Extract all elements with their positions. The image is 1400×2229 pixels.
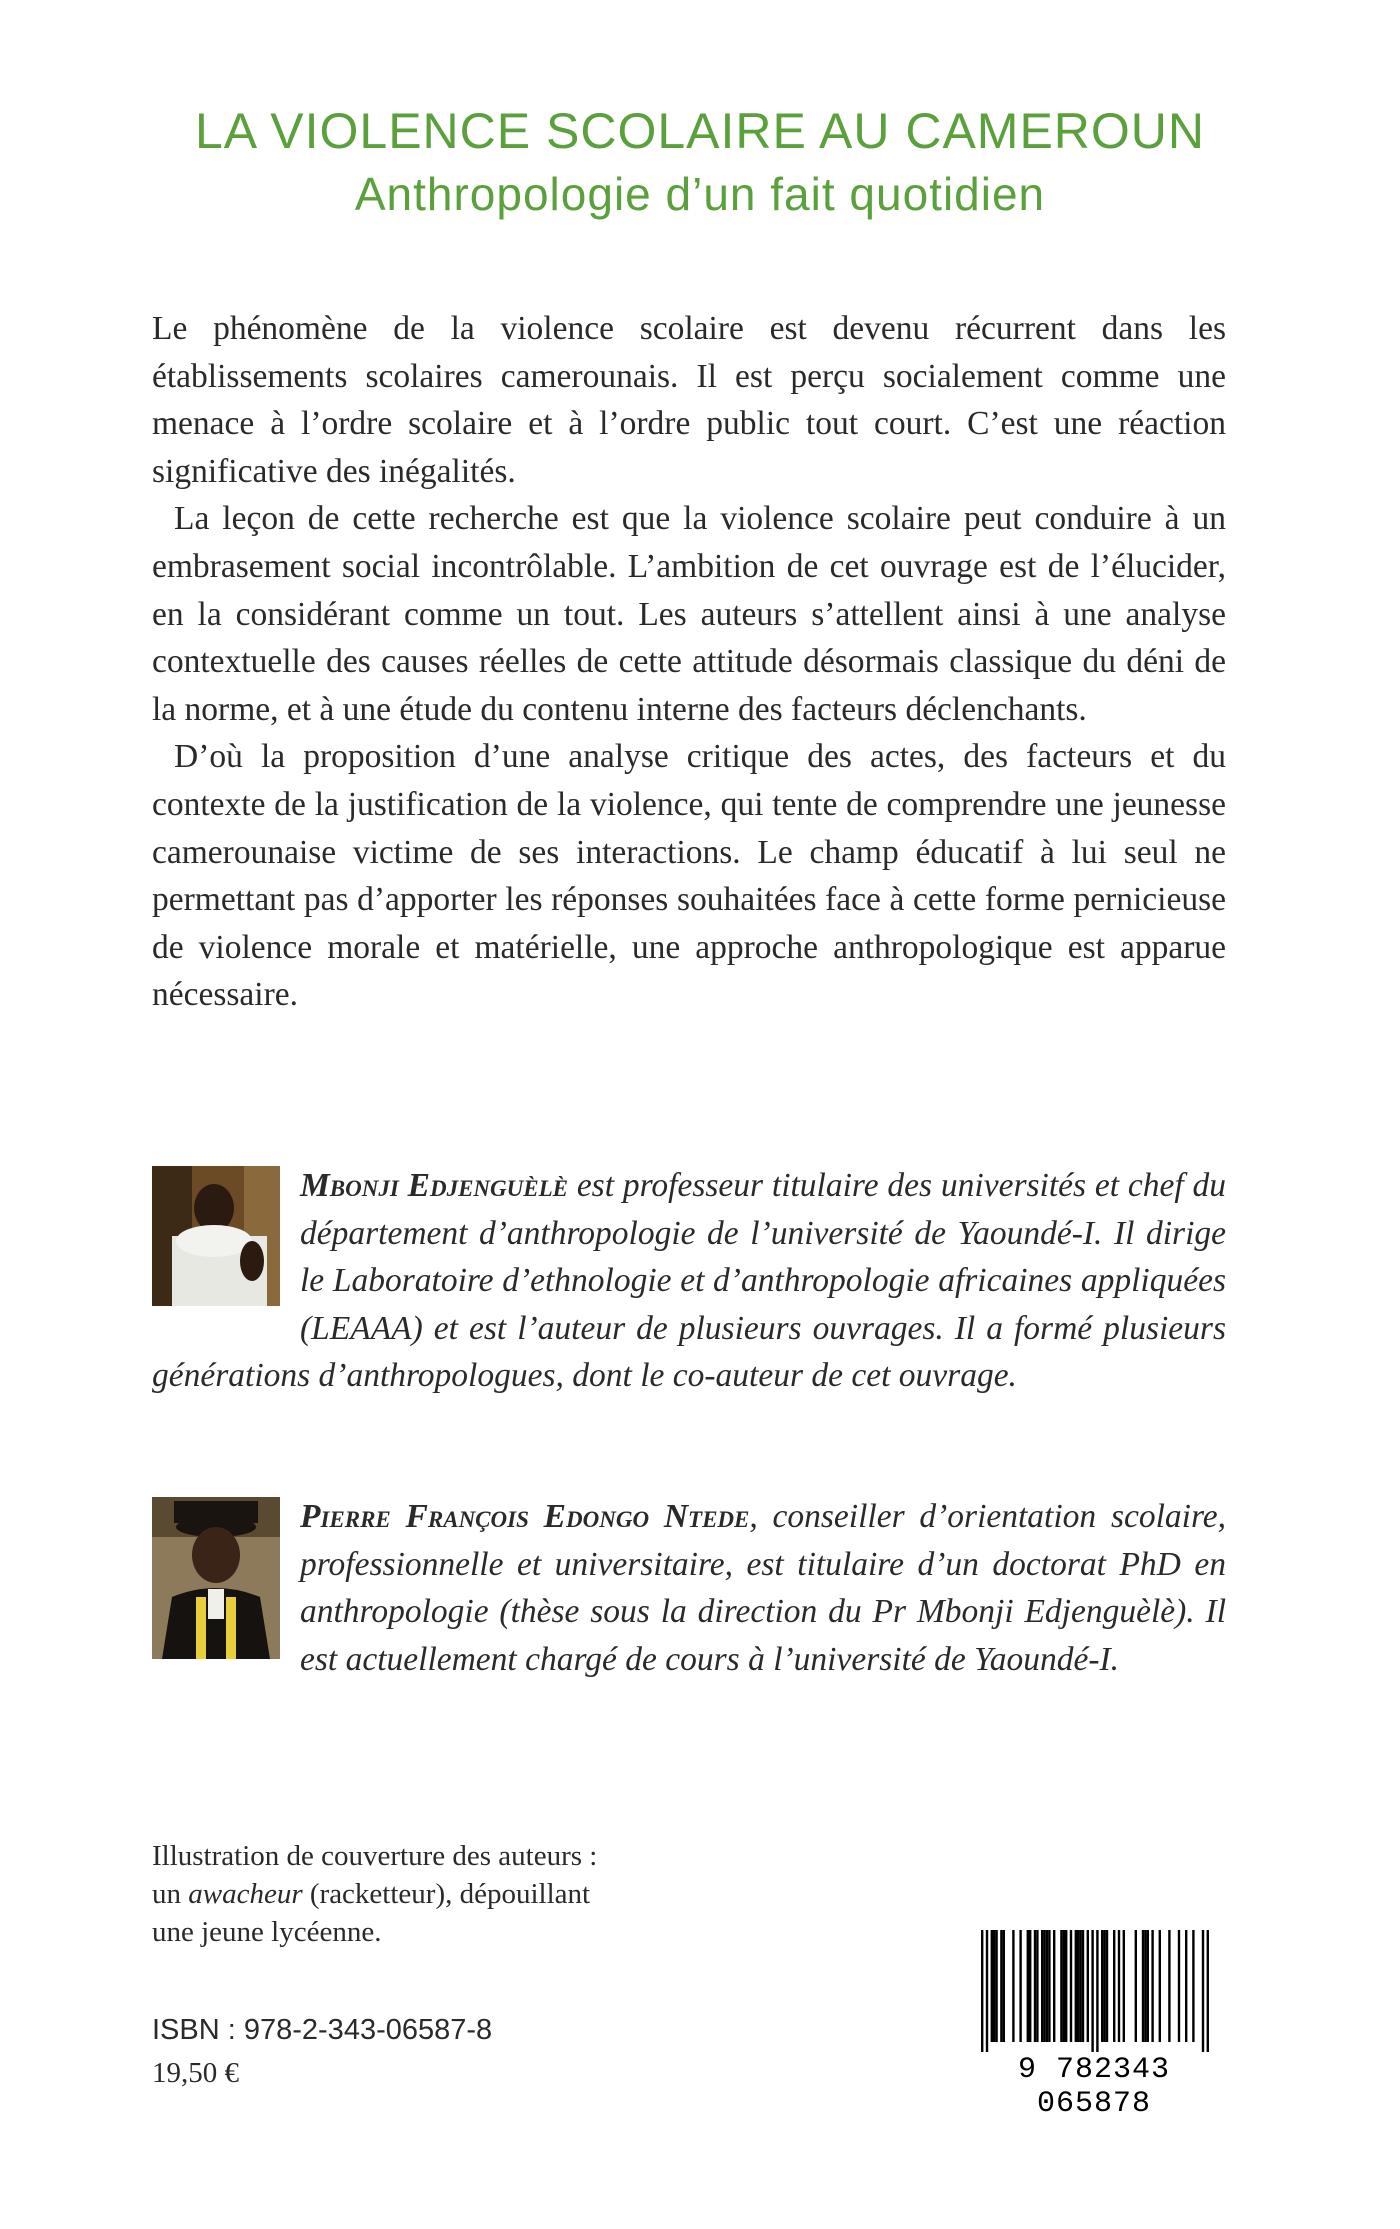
barcode-bar — [1168, 1930, 1170, 2042]
barcode-bar — [1185, 1930, 1187, 2042]
barcode-bar — [1118, 1930, 1120, 2042]
barcode-bar — [1065, 1930, 1067, 2042]
barcode-bar — [1075, 1930, 1077, 2042]
barcode-bar — [1046, 1930, 1048, 2042]
author-2-name: Edongo Ntede — [543, 1498, 750, 1535]
author-2-first-name: Pierre François — [300, 1498, 544, 1535]
barcode-bar — [1070, 1930, 1072, 2042]
barcode-bars — [963, 1930, 1225, 2052]
barcode-bar — [1077, 1930, 1079, 2042]
author-bio-2 — [152, 1493, 1226, 1683]
barcode-bar — [1113, 1930, 1115, 2042]
author-2-bio: , conseiller d’orientation scolaire, professionnelle et universitaire, est titulaire d’un doctorat PhD en anthropologie (thèse sous la direction du Pr Mbonji Edjenguèlè). Il est actuellement chargé de cours à l’université de Yaoundé-I. — [300, 1498, 1226, 1678]
barcode-bar — [1012, 1930, 1014, 2042]
barcode-bar — [1029, 1930, 1031, 2042]
barcode-bar — [1123, 1930, 1125, 2042]
summary-paragraph-2: La leçon de cette recherche est que la violence scolaire peut conduire à un embrasement social incontrôlable. L’ambition de cet ouvrage est de l’élucider, en la considérant comme un tout. Les auteurs s’attellent ainsi à une analyse contextuelle des causes réelles de cette attitude désormais classique du déni de la norme, et à une étude du contenu interne des facteurs déclenchants. — [152, 500, 1226, 728]
barcode-bar — [1091, 1930, 1093, 2052]
author-1-bio: est professeur titulaire des universités et chef du département d’anthropologie de l’université de Yaoundé-I. Il dirige le Laboratoire d’ethnologie et d’anthropologie africaines appliquées (LEAAA) et est l’auteur de plusieurs ouvrages. Il a formé plusieurs générations d’anthropologues, dont le co-auteur de cet ouvrage. — [152, 1167, 1226, 1395]
barcode-bar — [1027, 1930, 1029, 2042]
barcode-bar — [1041, 1930, 1043, 2042]
illustration-line-2: un awacheur (racketteur), dépouillant — [152, 1878, 591, 1910]
barcode-bar — [1087, 1930, 1089, 2042]
book-title: LA VIOLENCE SCOLAIRE AU CAMEROUN — [194, 103, 1206, 159]
barcode-bar — [1135, 1930, 1137, 2042]
barcode-bar — [1101, 1930, 1103, 2042]
barcode-bar — [1178, 1930, 1180, 2042]
barcode-bar — [995, 1930, 997, 2042]
illustration-line-3: une jeune lycéenne. — [152, 1916, 382, 1948]
author-photo-2 — [152, 1497, 280, 1659]
barcode-bar — [1079, 1930, 1081, 2042]
barcode-bar — [1151, 1930, 1153, 2042]
barcode-bar — [986, 1930, 988, 2052]
price: 19,50 € — [152, 2057, 239, 2089]
barcode-bar — [981, 1930, 983, 2052]
barcode-bar — [1082, 1930, 1084, 2042]
barcode-bar — [991, 1930, 993, 2042]
author-1-name: Mbonji Edjenguèlè — [300, 1167, 568, 1204]
book-subtitle: Anthropologie d’un fait quotidien — [354, 168, 1046, 220]
barcode-bar — [1142, 1930, 1144, 2042]
summary-text — [152, 305, 1226, 1019]
summary-paragraph-1: Le phénomène de la violence scolaire est devenu récurrent dans les établissements scolaires camerounais. Il est perçu socialement comme une menace à l’ordre scolaire et à l’ordre public tout court. C’est une réaction significative des inégalités. — [152, 310, 1226, 490]
summary-paragraph-3: D’où la proposition d’une analyse critique des actes, des facteurs et du contexte de la justification de la violence, qui tente de comprendre une jeunesse camerounaise victime de ses interactions. Le champ éducatif à lui seul ne permettant pas d’apporter les réponses souhaitées face à cette forme pernicieuse de violence morale et matérielle, une approche anthropologique est apparue nécessaire. — [152, 738, 1226, 1014]
isbn: ISBN : 978-2-343-06587-8 — [152, 2014, 493, 2046]
barcode-bar — [1034, 1930, 1036, 2042]
barcode-bar — [1048, 1930, 1050, 2042]
barcode-bar — [1043, 1930, 1045, 2042]
barcode-bar — [1000, 1930, 1002, 2042]
barcode-bar — [1147, 1930, 1149, 2042]
barcode-bar — [1003, 1930, 1005, 2042]
barcode-bar — [1103, 1930, 1105, 2042]
barcode-bar — [1192, 1930, 1194, 2042]
cover-illustration-credit — [152, 1837, 712, 1951]
barcode-bar — [1053, 1930, 1055, 2042]
illustration-line-1: Illustration de couverture des auteurs : — [152, 1840, 598, 1872]
barcode-bar — [1159, 1930, 1161, 2042]
barcode-bar — [1106, 1930, 1108, 2042]
barcode-bar — [993, 1930, 995, 2042]
barcode-bar — [1060, 1930, 1062, 2042]
author-photo-1 — [152, 1166, 280, 1306]
barcode-digits: 9 782343 065878 — [1017, 2053, 1171, 2121]
author-bio-1 — [152, 1162, 1226, 1400]
cover-title-block — [0, 100, 1400, 226]
barcode-bar — [1036, 1930, 1038, 2042]
barcode — [963, 1930, 1225, 2121]
barcode-bar — [1019, 1930, 1021, 2042]
barcode-bar — [1096, 1930, 1098, 2052]
barcode-bar — [1202, 1930, 1204, 2052]
barcode-bar — [1144, 1930, 1146, 2042]
barcode-bar — [1207, 1930, 1209, 2052]
barcode-bar — [1063, 1930, 1065, 2042]
